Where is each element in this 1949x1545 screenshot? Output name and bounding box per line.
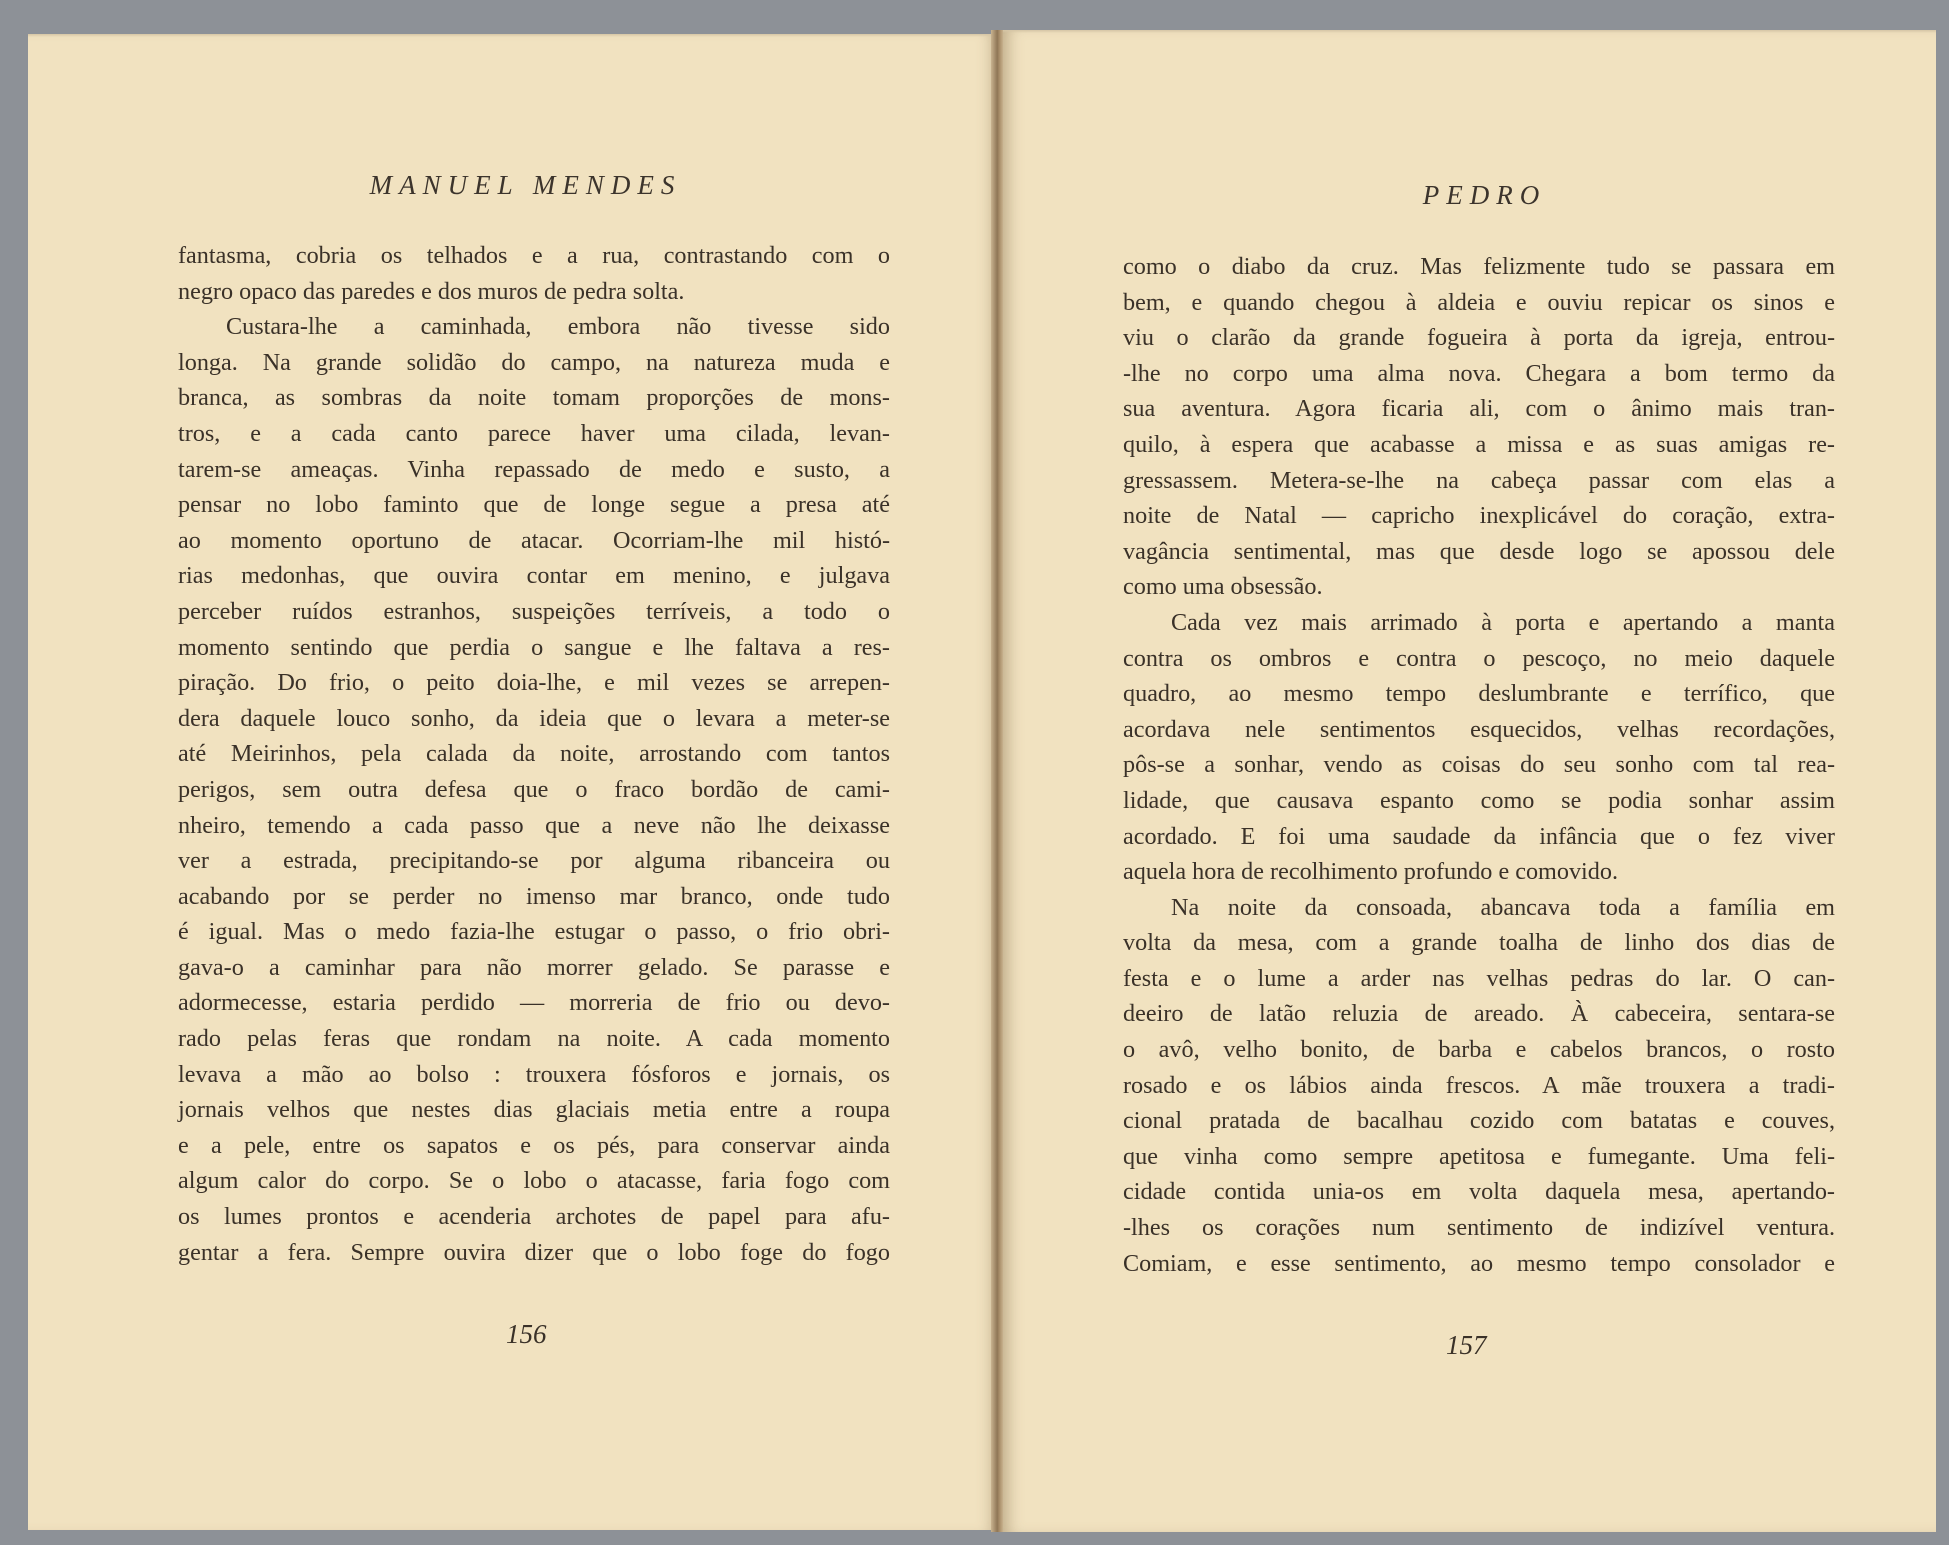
text-line: negro opaco das paredes e dos muros de pedra solta.: [178, 277, 685, 305]
page-edge: [1003, 30, 1936, 33]
text-line: e a pele, entre os sapatos e os pés, para conservar ainda: [178, 1131, 890, 1159]
text-line: Na noite da consoada, abancava toda a família em: [1171, 893, 1835, 921]
text-line: como uma obsessão.: [1123, 573, 1323, 601]
text-line: vagância sentimental, mas que desde logo se apossou dele: [1123, 537, 1835, 565]
text-line: levava a mão ao bolso : trouxera fósforos e jornais, os: [178, 1060, 890, 1088]
text-line: longa. Na grande solidão do campo, na natureza muda e: [178, 348, 890, 376]
text-line: acabando por se perder no imenso mar branco, onde tudo: [178, 882, 890, 910]
text-line: sua aventura. Agora ficaria ali, com o ânimo mais tran-: [1123, 395, 1835, 423]
body-text: [1123, 249, 1835, 1281]
book-spread: [28, 30, 1936, 1532]
text-line: perceber ruídos estranhos, suspeições terríveis, a todo o: [178, 597, 890, 625]
text-line: noite de Natal — capricho inexplicável do coração, extra-: [1123, 502, 1835, 530]
text-line: tarem-se ameaças. Vinha repassado de medo e susto, a: [178, 455, 890, 483]
text-line: os lumes prontos e acenderia archotes de papel para afu-: [178, 1203, 890, 1231]
text-line: gressassem. Metera-se-lhe na cabeça passar com elas a: [1123, 466, 1835, 494]
text-line: quilo, à espera que acabasse a missa e as suas amigas re-: [1123, 430, 1835, 458]
text-line: Comiam, e esse sentimento, ao mesmo tempo consolador e: [1123, 1249, 1835, 1277]
page-number: 157: [1446, 1330, 1487, 1360]
running-head-title: PEDRO: [1422, 180, 1547, 210]
text-line: gava-o a caminhar para não morrer gelado. Se parasse e: [178, 953, 890, 981]
text-line: quadro, ao mesmo tempo deslumbrante e terrífico, que: [1123, 680, 1835, 708]
text-line: festa e o lume a arder nas velhas pedras do lar. O can-: [1123, 964, 1835, 992]
text-line: o avô, velho bonito, de barba e cabelos brancos, o rosto: [1123, 1036, 1835, 1064]
text-line: acordado. E foi uma saudade da infância que o fez viver: [1123, 822, 1835, 850]
text-line: ver a estrada, precipitando-se por alguma ribanceira ou: [178, 847, 890, 875]
text-line: momento sentindo que perdia o sangue e lhe faltava a res-: [178, 633, 890, 661]
text-line: deeiro de latão reluzia de areado. À cabeceira, sentara-se: [1123, 1000, 1835, 1028]
running-head-author: MANUEL MENDES: [369, 170, 682, 200]
text-line: volta da mesa, com a grande toalha de linho dos dias de: [1123, 929, 1835, 957]
text-line: pôs-se a sonhar, vendo as coisas do seu sonho com tal rea-: [1123, 751, 1835, 779]
left-page: [28, 34, 993, 1530]
page-number: 156: [506, 1319, 547, 1349]
text-line: Custara-lhe a caminhada, embora não tivesse sido: [226, 313, 890, 341]
text-line: adormecesse, estaria perdido — morreria de frio ou devo-: [178, 989, 890, 1017]
text-line: é igual. Mas o medo fazia-lhe estugar o passo, o frio obri-: [178, 918, 890, 946]
page-edge: [28, 34, 993, 37]
text-line: bem, e quando chegou à aldeia e ouviu repicar os sinos e: [1123, 288, 1835, 316]
text-line: rias medonhas, que ouvira contar em menino, e julgava: [178, 562, 890, 590]
text-line: Cada vez mais arrimado à porta e apertando a manta: [1171, 608, 1835, 636]
text-line: algum calor do corpo. Se o lobo o atacasse, faria fogo com: [178, 1167, 890, 1195]
text-line: fantasma, cobria os telhados e a rua, contrastando com o: [178, 242, 890, 269]
text-line: perigos, sem outra defesa que o fraco bordão de cami-: [178, 775, 890, 803]
text-line: rado pelas feras que rondam na noite. A cada momento: [178, 1025, 890, 1053]
text-line: que vinha como sempre apetitosa e fumegante. Uma feli-: [1123, 1142, 1835, 1170]
text-line: até Meirinhos, pela calada da noite, arrostando com tantos: [178, 740, 890, 768]
text-line: branca, as sombras da noite tomam proporções de mons-: [178, 384, 890, 412]
text-line: cidade contida unia-os em volta daquela mesa, apertando-: [1123, 1178, 1835, 1206]
text-line: -lhe no corpo uma alma nova. Chegara a bom termo da: [1123, 359, 1835, 387]
text-line: acordava nele sentimentos esquecidos, velhas recordações,: [1123, 715, 1835, 743]
text-line: gentar a fera. Sempre ouvira dizer que o lobo foge do fogo: [178, 1238, 890, 1266]
text-line: nheiro, temendo a cada passo que a neve não lhe deixasse: [178, 811, 890, 839]
text-line: jornais velhos que nestes dias glaciais metia entre a roupa: [178, 1096, 890, 1124]
text-line: aquela hora de recolhimento profundo e comovido.: [1123, 858, 1619, 886]
text-line: lidade, que causava espanto como se podia sonhar assim: [1123, 786, 1835, 814]
text-line: tros, e a cada canto parece haver uma cilada, levan-: [178, 419, 890, 447]
text-line: piração. Do frio, o peito doia-lhe, e mil vezes se arrepen-: [178, 669, 890, 697]
body-text: [178, 238, 890, 1270]
text-line: contra os ombros e contra o pescoço, no meio daquele: [1123, 644, 1835, 672]
text-line: -lhes os corações num sentimento de indizível ventura.: [1123, 1214, 1835, 1242]
text-line: pensar no lobo faminto que de longe segue a presa até: [178, 491, 890, 519]
text-line: ao momento oportuno de atacar. Ocorriam-lhe mil histó-: [178, 526, 890, 554]
text-line: cional pratada de bacalhau cozido com batatas e couves,: [1123, 1107, 1835, 1135]
text-line: como o diabo da cruz. Mas felizmente tudo se passara em: [1123, 253, 1835, 280]
text-line: dera daquele louco sonho, da ideia que o levara a meter-se: [178, 704, 890, 732]
text-line: rosado e os lábios ainda frescos. A mãe trouxera a tradi-: [1123, 1071, 1835, 1099]
right-page: [1003, 30, 1936, 1532]
text-line: viu o clarão da grande fogueira à porta da igreja, entrou-: [1123, 324, 1835, 352]
